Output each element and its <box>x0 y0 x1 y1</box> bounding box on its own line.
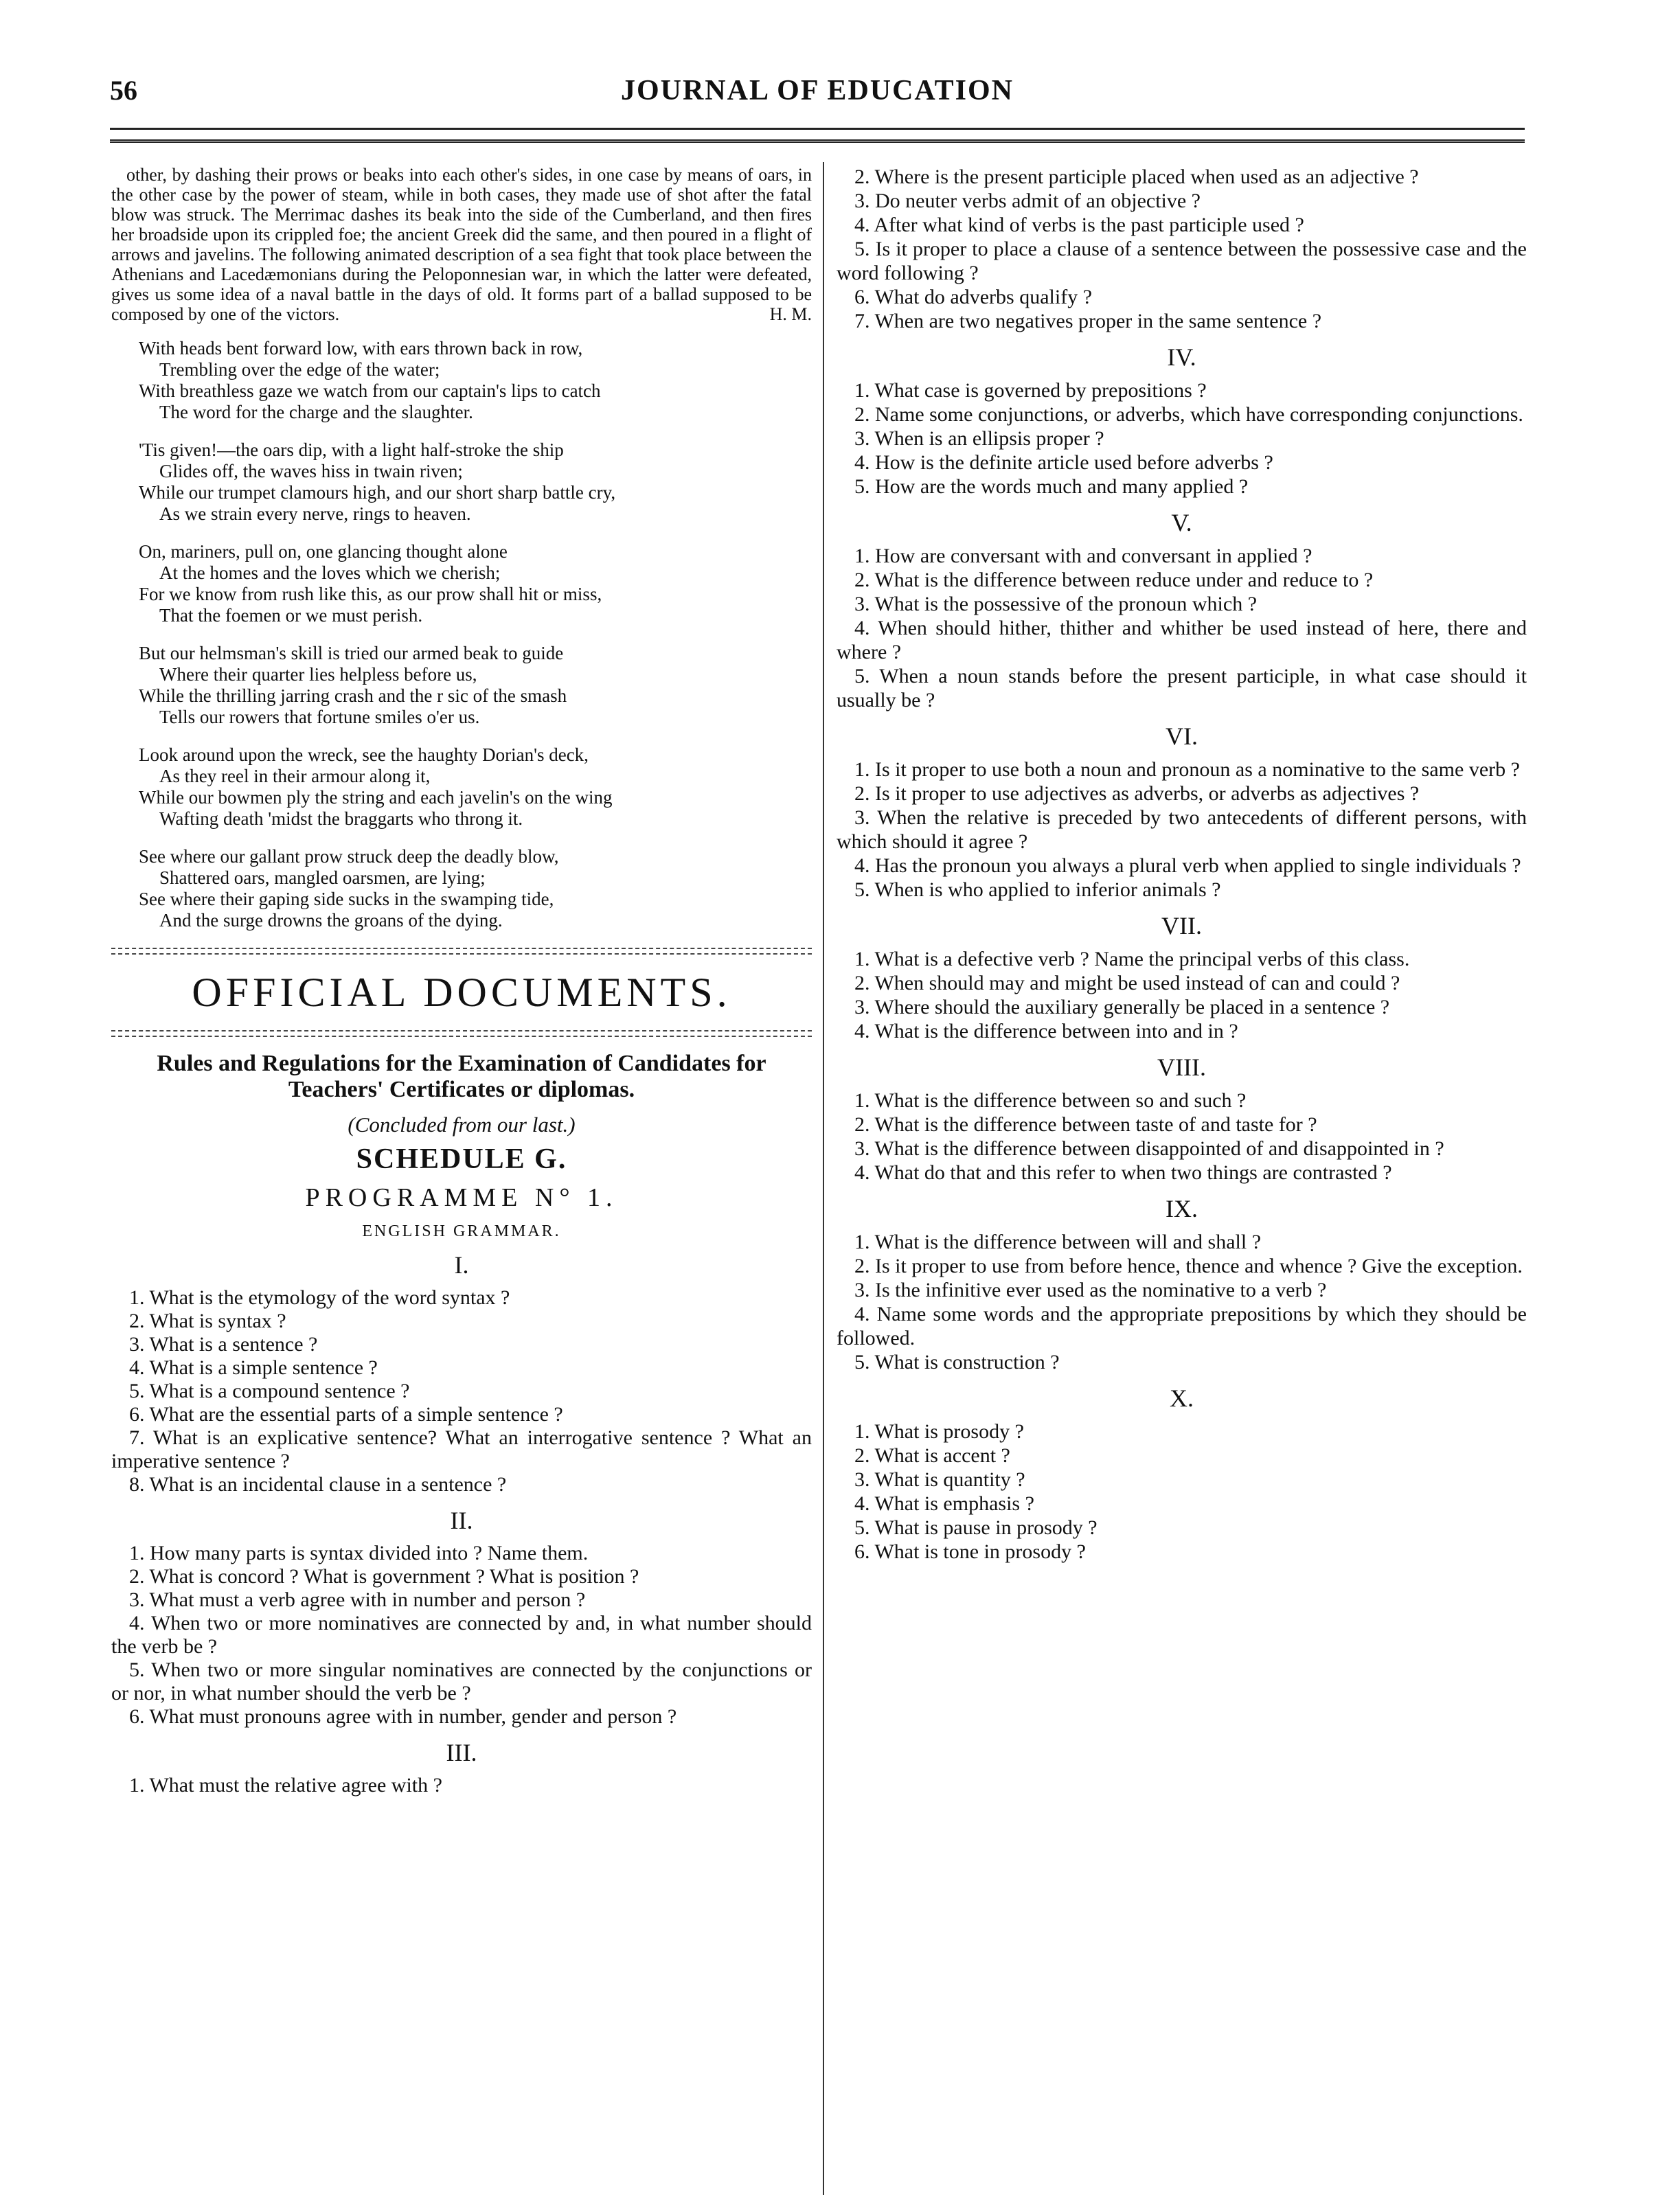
question: 3. What is the difference between disappointed of and disappointed in ? <box>854 1137 1444 1160</box>
question: 1. How are conversant with and conversant in applied ? <box>854 545 1312 567</box>
question-section <box>837 911 1527 1043</box>
question: 4. When two or more nominatives are connected by and, in what number should the verb be ? <box>111 1612 812 1658</box>
programme-heading: PROGRAMME N° 1. <box>305 1183 618 1212</box>
section-numeral: I. <box>454 1251 469 1279</box>
page-number: 56 <box>110 75 137 106</box>
poem <box>111 338 812 931</box>
question: 5. When is who applied to inferior animals ? <box>854 878 1221 901</box>
poem-line: Tells our rowers that fortune smiles o'er us. <box>159 707 480 727</box>
page-header <box>110 74 1525 115</box>
question-section <box>837 343 1527 499</box>
question: 5. Is it proper to place a clause of a sentence between the possessive case and the word following ? <box>837 238 1527 284</box>
section-numeral: II. <box>450 1507 473 1534</box>
section-numeral: X. <box>1170 1384 1194 1412</box>
question-section <box>837 165 1527 333</box>
question: 3. What is the possessive of the pronoun which ? <box>854 593 1258 615</box>
poem-line: Glides off, the waves hiss in twain riven; <box>159 461 463 481</box>
right-column <box>837 165 1527 1564</box>
question: 6. What are the essential parts of a simple sentence ? <box>129 1403 563 1426</box>
section-separator <box>111 1030 812 1037</box>
poem-line: As they reel in their armour along it, <box>159 766 431 786</box>
question: 3. Where should the auxiliary generally be placed in a sentence ? <box>854 996 1390 1018</box>
question: 2. What is the difference between taste of and taste for ? <box>854 1113 1317 1136</box>
question: 5. What is pause in prosody ? <box>854 1516 1098 1539</box>
question: 4. What do that and this refer to when two things are contrasted ? <box>854 1161 1392 1184</box>
article-intro-text: other, by dashing their prows or beaks into each other's sides, in one case by means of oars, in the other case by the power of steam, while in both cases, they made use of shot after the fatal blow was struck. The Merrimac dashes its beak into the side of the Cumberland, and then fires her broadside upon its crippled foe; the ancient Greek did the same, and then poured in a flight of arrows and javelins. The following animated description of a sea fight that took place between the Athenians and Lacedæmonians during the Peloponnesian war, in which the latter were defeated, gives us some idea of a naval battle in the days of old. It forms part of a ballad supposed to be composed by one of the victors. <box>111 165 812 324</box>
poem-line: Wafting death 'midst the braggarts who throng it. <box>159 808 523 829</box>
question: 1. How many parts is syntax divided into ? Name them. <box>129 1542 589 1564</box>
poem-line: See where their gaping side sucks in the swamping tide, <box>139 889 554 909</box>
question: 1. What is the difference between so and such ? <box>854 1089 1247 1112</box>
question: 5. When two or more singular nominatives are connected by the conjunctions or or nor, in what number should the verb be ? <box>111 1658 812 1704</box>
question: 6. What must pronouns agree with in number, gender and person ? <box>129 1705 677 1728</box>
question: 3. When is an ellipsis proper ? <box>854 427 1104 450</box>
question: 2. What is concord ? What is government ? What is position ? <box>129 1565 639 1588</box>
section-numeral: IX. <box>1166 1195 1198 1222</box>
poem-line: The word for the charge and the slaughter. <box>159 402 473 422</box>
question-section <box>837 1053 1527 1185</box>
poem-line: And the surge drowns the groans of the dying. <box>159 910 503 931</box>
question: 3. Do neuter verbs admit of an objective ? <box>854 190 1201 212</box>
question: 4. What is emphasis ? <box>854 1492 1034 1515</box>
question: 5. When a noun stands before the present participle, in what case should it usually be ? <box>837 665 1527 711</box>
question: 1. What must the relative agree with ? <box>129 1774 442 1797</box>
left-column <box>111 165 812 1797</box>
poem-line: That the foemen or we must perish. <box>159 605 423 626</box>
question-section <box>837 722 1527 902</box>
question: 5. What is a compound sentence ? <box>129 1380 410 1402</box>
question: 2. What is syntax ? <box>129 1310 286 1332</box>
poem-stanza <box>111 338 812 423</box>
question: 1. What is the difference between will and shall ? <box>854 1231 1262 1253</box>
question: 1. What is a defective verb ? Name the principal verbs of this class. <box>854 948 1410 970</box>
question: 8. What is an incidental clause in a sentence ? <box>129 1473 507 1496</box>
question: 1. What case is governed by prepositions ? <box>854 379 1207 402</box>
concluded-note: (Concluded from our last.) <box>348 1113 576 1137</box>
question-section <box>837 1384 1527 1564</box>
question: 2. Name some conjunctions, or adverbs, which have corresponding conjunctions. <box>854 403 1523 426</box>
question: 6. What is tone in prosody ? <box>854 1540 1086 1563</box>
article-intro <box>111 165 812 324</box>
question: 2. Is it proper to use adjectives as adverbs, or adverbs as adjectives ? <box>854 782 1420 805</box>
poem-stanza <box>111 846 812 931</box>
poem-line: On, mariners, pull on, one glancing thought alone <box>139 541 508 562</box>
question: 4. What is the difference between into and in ? <box>854 1020 1238 1042</box>
question: 3. What is quantity ? <box>854 1468 1025 1491</box>
column-divider <box>823 162 824 2195</box>
journal-title: JOURNAL OF EDUCATION <box>620 75 1014 106</box>
question-section <box>111 1738 812 1797</box>
section-numeral: IV. <box>1167 343 1196 371</box>
section-numeral: V. <box>1171 509 1192 536</box>
poem-line: With breathless gaze we watch from our captain's lips to catch <box>139 380 601 401</box>
question: 2. When should may and might be used instead of can and could ? <box>854 972 1400 994</box>
poem-stanza <box>111 643 812 728</box>
question-section <box>111 1506 812 1729</box>
poem-line: 'Tis given!—the oars dip, with a light half-stroke the ship <box>139 440 564 460</box>
question-section <box>111 1251 812 1496</box>
question: 4. Name some words and the appropriate prepositions by which they should be followed. <box>837 1303 1527 1349</box>
article-signature: H. M. <box>769 304 812 324</box>
poem-line: While the thrilling jarring crash and the r sic of the smash <box>139 685 567 706</box>
question: 4. How is the definite article used before adverbs ? <box>854 451 1273 474</box>
question: 7. When are two negatives proper in the same sentence ? <box>854 310 1322 332</box>
question: 3. Is the infinitive ever used as the nominative to a verb ? <box>854 1279 1327 1301</box>
poem-line: Trembling over the edge of the water; <box>159 359 440 380</box>
section-separator <box>111 948 812 955</box>
section-numeral: VI. <box>1166 722 1198 750</box>
question-section <box>837 1194 1527 1374</box>
question: 3. When the relative is preceded by two antecedents of different persons, with which should it agree ? <box>837 806 1527 853</box>
question: 2. Where is the present participle placed when used as an adjective ? <box>854 166 1419 188</box>
question: 4. What is a simple sentence ? <box>129 1356 378 1379</box>
question: 1. What is the etymology of the word syntax ? <box>129 1286 510 1309</box>
poem-line: As we strain every nerve, rings to heaven. <box>159 503 471 524</box>
header-rule <box>110 128 1525 143</box>
poem-line: For we know from rush like this, as our prow shall hit or miss, <box>139 584 602 604</box>
poem-stanza <box>111 744 812 830</box>
poem-line: Look around upon the wreck, see the haughty Dorian's deck, <box>139 744 589 765</box>
question: 4. Has the pronoun you always a plural verb when applied to single individuals ? <box>854 854 1521 877</box>
question: 5. How are the words much and many applied ? <box>854 475 1249 498</box>
poem-line: While our bowmen ply the string and each javelin's on the wing <box>139 787 613 808</box>
poem-line: While our trumpet clamours high, and our short sharp battle cry, <box>139 482 616 503</box>
question: 1. What is prosody ? <box>854 1420 1024 1443</box>
poem-stanza <box>111 440 812 525</box>
poem-line: Shattered oars, mangled oarsmen, are lying; <box>159 867 486 888</box>
question: 3. What is a sentence ? <box>129 1333 318 1356</box>
question: 2. What is the difference between reduce under and reduce to ? <box>854 569 1374 591</box>
question: 2. Is it proper to use from before hence, thence and whence ? Give the exception. <box>854 1255 1523 1277</box>
question: 4. When should hither, thither and whither be used instead of here, there and where ? <box>837 617 1527 663</box>
section-numeral: VIII. <box>1157 1053 1206 1081</box>
poem-line: At the homes and the loves which we cherish; <box>159 562 501 583</box>
question: 4. After what kind of verbs is the past participle used ? <box>854 214 1304 236</box>
section-numeral: VII. <box>1161 912 1202 939</box>
question: 1. Is it proper to use both a noun and pronoun as a nominative to the same verb ? <box>854 758 1520 781</box>
section-title: OFFICIAL DOCUMENTS. <box>192 970 731 1015</box>
question: 7. What is an explicative sentence? What an interrogative sentence ? What an imperative sentence ? <box>111 1426 812 1472</box>
poem-stanza <box>111 541 812 626</box>
subject-heading: ENGLISH GRAMMAR. <box>362 1222 561 1240</box>
poem-line: With heads bent forward low, with ears thrown back in row, <box>139 338 583 358</box>
question: 3. What must a verb agree with in number and person ? <box>129 1588 586 1611</box>
rules-title: Rules and Regulations for the Examination of Candidates for Teachers' Certificates or diplomas. <box>157 1051 766 1102</box>
schedule-heading: SCHEDULE G. <box>356 1143 567 1175</box>
question: 2. What is accent ? <box>854 1444 1010 1467</box>
poem-line: Where their quarter lies helpless before us, <box>159 664 477 685</box>
section-numeral: III. <box>446 1739 477 1766</box>
question: 6. What do adverbs qualify ? <box>854 286 1093 308</box>
poem-line: But our helmsman's skill is tried our armed beak to guide <box>139 643 564 663</box>
question: 5. What is construction ? <box>854 1351 1060 1373</box>
poem-line: See where our gallant prow struck deep the deadly blow, <box>139 846 559 867</box>
question-section <box>837 508 1527 712</box>
